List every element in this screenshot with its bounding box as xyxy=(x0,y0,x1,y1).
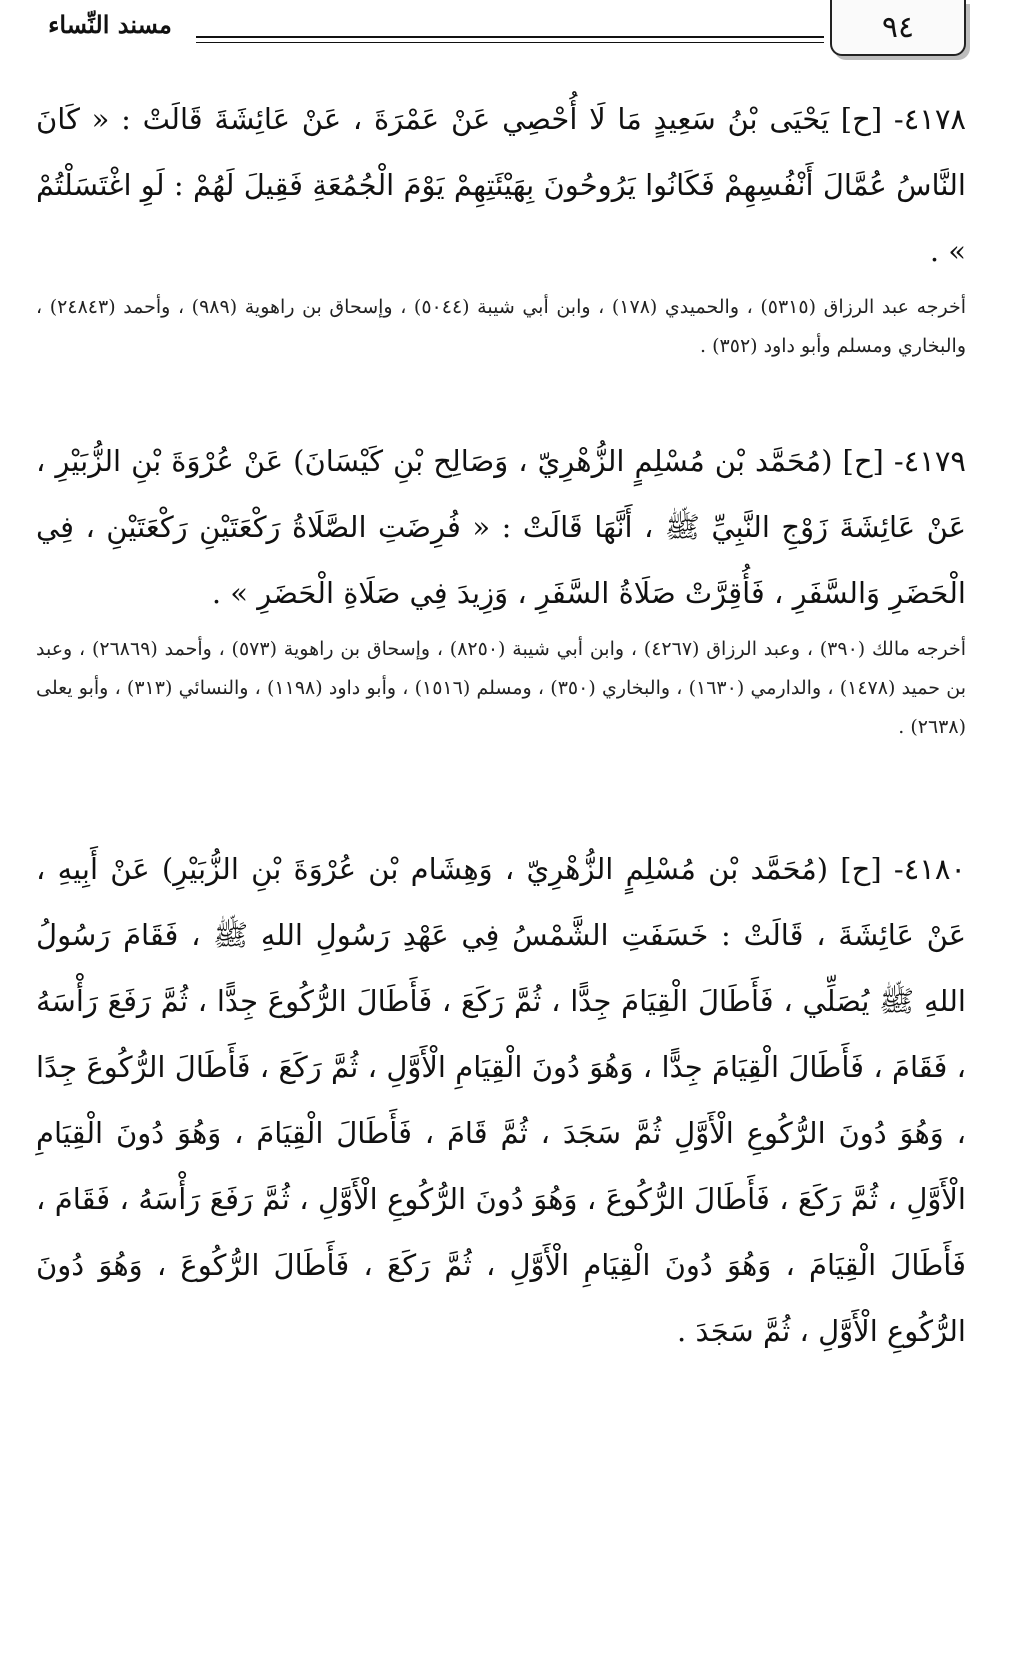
hadith-text: ٤١٨٠- [ح] (مُحَمَّد بْن مُسْلِمٍ الزُّهْرِيّ ، وَهِشَام بْن عُرْوَةَ بْنِ الزُّبَيْرِ) عَنْ أَبِيهِ ، عَنْ عَائِشَةَ ، قَالَتْ : خَسَفَتِ الشَّمْسُ فِي عَهْدِ رَسُولِ اللهِ ﷺ ، فَقَامَ رَسُولُ اللهِ ﷺ يُصَلِّي ، فَأَطَالَ الْقِيَامَ جِدًّا ، ثُمَّ رَكَعَ ، فَأَطَالَ الرُّكُوعَ جِدًّا ، ثُمَّ رَفَعَ رَأْسَهُ ، فَقَامَ ، فَأَطَالَ الْقِيَامَ جِدًّا ، وَهُوَ دُونَ الْقِيَامِ الْأَوَّلِ ، ثُمَّ رَكَعَ ، فَأَطَالَ الرُّكُوعَ جِدًا ، وَهُوَ دُونَ الرُّكُوعِ الْأَوَّلِ ثُمَّ سَجَدَ ، ثُمَّ قَامَ ، فَأَطَالَ الْقِيَامَ ، وَهُوَ دُونَ الْقِيَامِ الْأَوَّلِ ، ثُمَّ رَكَعَ ، فَأَطَالَ الرُّكُوعَ ، وَهُوَ دُونَ الرُّكُوعِ الْأَوَّلِ ، ثُمَّ رَفَعَ رَأْسَهُ ، فَقَامَ ، فَأَطَالَ الْقِيَامَ ، وَهُوَ دُونَ الْقِيَامِ الْأَوَّلِ ، ثُمَّ رَكَعَ ، فَأَطَالَ الرُّكُوعَ ، وَهُوَ دُونَ الرُّكُوعِ الْأَوَّلِ ، ثُمَّ سَجَدَ . xyxy=(36,852,966,1348)
hadith-4178 xyxy=(36,86,966,366)
page-number: ٩٤ xyxy=(830,0,966,56)
hadith-4180 xyxy=(36,836,966,1364)
book-title: مسند النِّساء xyxy=(48,10,172,39)
hadith-4179 xyxy=(36,428,966,747)
header-rule xyxy=(196,36,824,43)
hadith-text: ٤١٧٨- [ح] يَحْيَى بْنُ سَعِيدٍ مَا لَا أُحْصِي عَنْ عَمْرَةَ ، عَنْ عَائِشَةَ قَالَتْ : « كَانَ النَّاسُ عُمَّالَ أَنْفُسِهِمْ فَكَانُوا يَرُوحُونَ بِهَيْئَتِهِمْ يَوْمَ الْجُمُعَةِ فَقِيلَ لَهُمْ : لَوِ اغْتَسَلْتُمْ » . xyxy=(36,102,966,268)
hadith-takhrij: أخرجه عبد الرزاق (٥٣١٥) ، والحميدي (١٧٨) ، وابن أبي شيبة (٥٠٤٤) ، وإسحاق بن راهوية (٩٨٩) ، وأحمد (٢٤٨٤٣) ، والبخاري ومسلم وأبو داود (٣٥٢) . xyxy=(36,296,967,357)
hadith-text: ٤١٧٩- [ح] (مُحَمَّد بْن مُسْلِمٍ الزُّهْرِيّ ، وَصَالِح بْنِ كَيْسَانَ) عَنْ عُرْوَةَ بْنِ الزُّبَيْرِ ، عَنْ عَائِشَةَ زَوْجِ النَّبِيِّ ﷺ ، أَنَّهَا قَالَتْ : « فُرِضَتِ الصَّلَاةُ رَكْعَتَيْنِ رَكْعَتَيْنِ ، فِي الْحَضَرِ وَالسَّفَرِ ، فَأُقِرَّتْ صَلَاةُ السَّفَرِ ، وَزِيدَ فِي صَلَاةِ الْحَضَرِ » . xyxy=(36,444,966,610)
hadith-takhrij: أخرجه مالك (٣٩٠) ، وعبد الرزاق (٤٢٦٧) ، وابن أبي شيبة (٨٢٥٠) ، وإسحاق بن راهوية (٥٧٣) ، وأحمد (٢٦٨٦٩) ، وعبد بن حميد (١٤٧٨) ، والدارمي (١٦٣٠) ، والبخاري (٣٥٠) ، ومسلم (١٥١٦) ، وأبو داود (١١٩٨) ، والنسائي (٣١٣) ، وأبو يعلى (٢٦٣٨) . xyxy=(36,638,967,738)
